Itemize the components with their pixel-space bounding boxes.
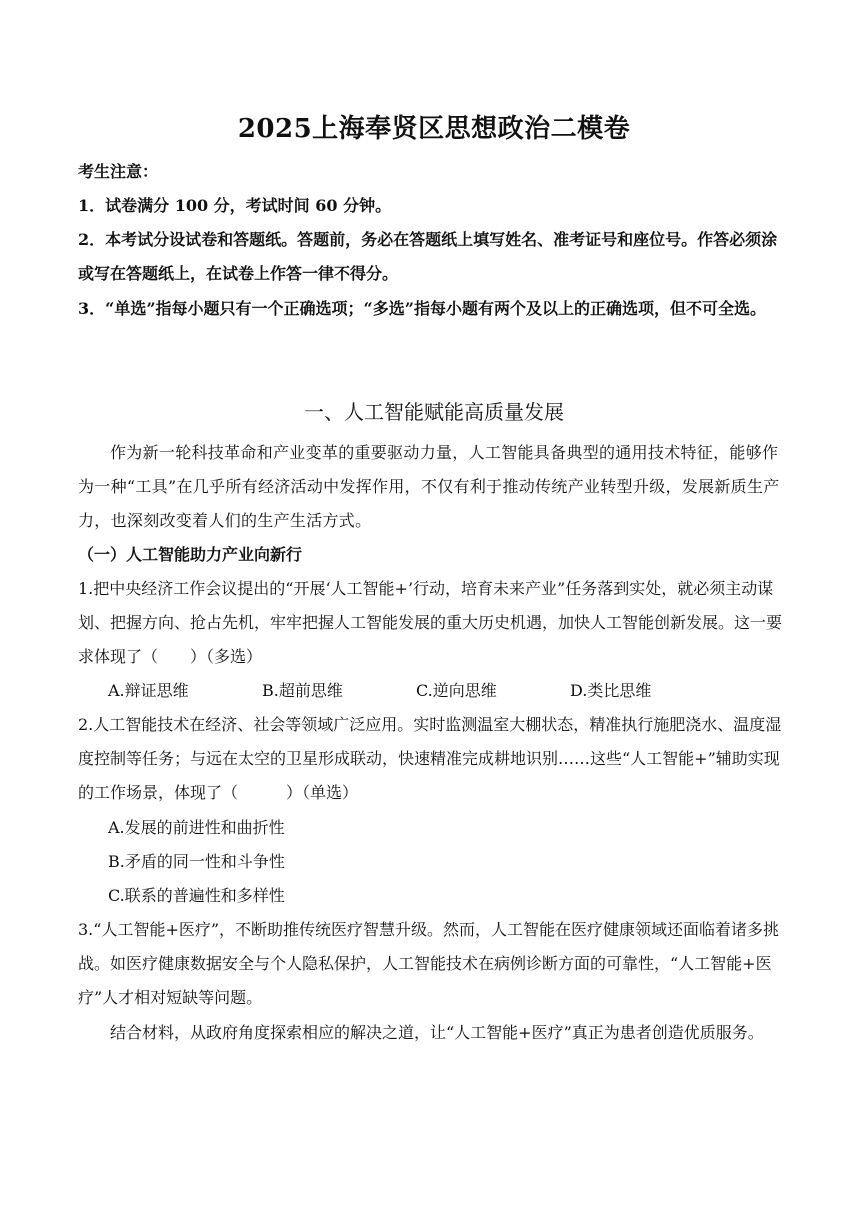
question-1-option-b: B.超前思维 [262, 681, 343, 700]
section-title: 一、人工智能赋能高质量发展 [304, 400, 564, 424]
question-1-options [108, 674, 788, 708]
subsection-title: （一）人工智能助力产业向新行 [78, 545, 303, 564]
question-2-option-b: B.矛盾的同一性和斗争性 [108, 852, 285, 871]
exam-title: 2025上海奉贤区思想政治二模卷 [237, 114, 631, 144]
question-2-option-a: A.发展的前进性和曲折性 [108, 818, 285, 837]
question-2-stem: 2.人工智能技术在经济、社会等领域广泛应用。实时监测温室大棚状态，精准执行施肥浇水、温度湿度控制等任务；与远在太空的卫星形成联动，快速精准完成耕地识别……这些“人工智能+”辅助实现的工作场景，体现了（ ）（单选） [78, 715, 782, 802]
question-3-task: 结合材料，从政府角度探索相应的解决之道，让“人工智能+医疗”真正为患者创造优质服务。 [110, 1023, 764, 1042]
question-1-option-a: A.辩证思维 [108, 681, 189, 700]
notice-item-3: 3．“单选”指每小题只有一个正确选项；“多选”指每小题有两个及以上的正确选项，但不可全选。 [78, 299, 766, 318]
notice-heading: 考生注意： [78, 162, 159, 181]
notice-item-1: 1．试卷满分 100 分，考试时间 60 分钟。 [78, 196, 392, 215]
question-2-option-c: C.联系的普遍性和多样性 [108, 886, 285, 905]
question-3-stem: 3.“人工智能+医疗”，不断助推传统医疗智慧升级。然而，人工智能在医疗健康领域还面临着诸多挑战。如医疗健康数据安全与个人隐私保护，人工智能技术在病例诊断方面的可靠性，“人工智能+医疗”人才相对短缺等问题。 [78, 920, 780, 1007]
question-1-option-c: C.逆向思维 [416, 681, 497, 700]
section-intro: 作为新一轮科技革命和产业变革的重要驱动力量，人工智能具备典型的通用技术特征，能够作为一种“工具”在几乎所有经济活动中发挥作用，不仅有利于推动传统产业转型升级，发展新质生产力，也深刻改变着人们的生产生活方式。 [78, 443, 780, 530]
question-1-stem: 1.把中央经济工作会议提出的“开展‘人工智能+’行动，培育未来产业”任务落到实处，就必须主动谋划、把握方向、抢占先机，牢牢把握人工智能发展的重大历史机遇，加快人工智能创新发展。这一要求体现了（ ）（多选） [78, 579, 783, 666]
notice-item-2: 2．本考试分设试卷和答题纸。答题前，务必在答题纸上填写姓名、准考证号和座位号。作答必须涂或写在答题纸上，在试卷上作答一律不得分。 [78, 230, 778, 283]
question-1-option-d: D.类比思维 [570, 681, 652, 700]
